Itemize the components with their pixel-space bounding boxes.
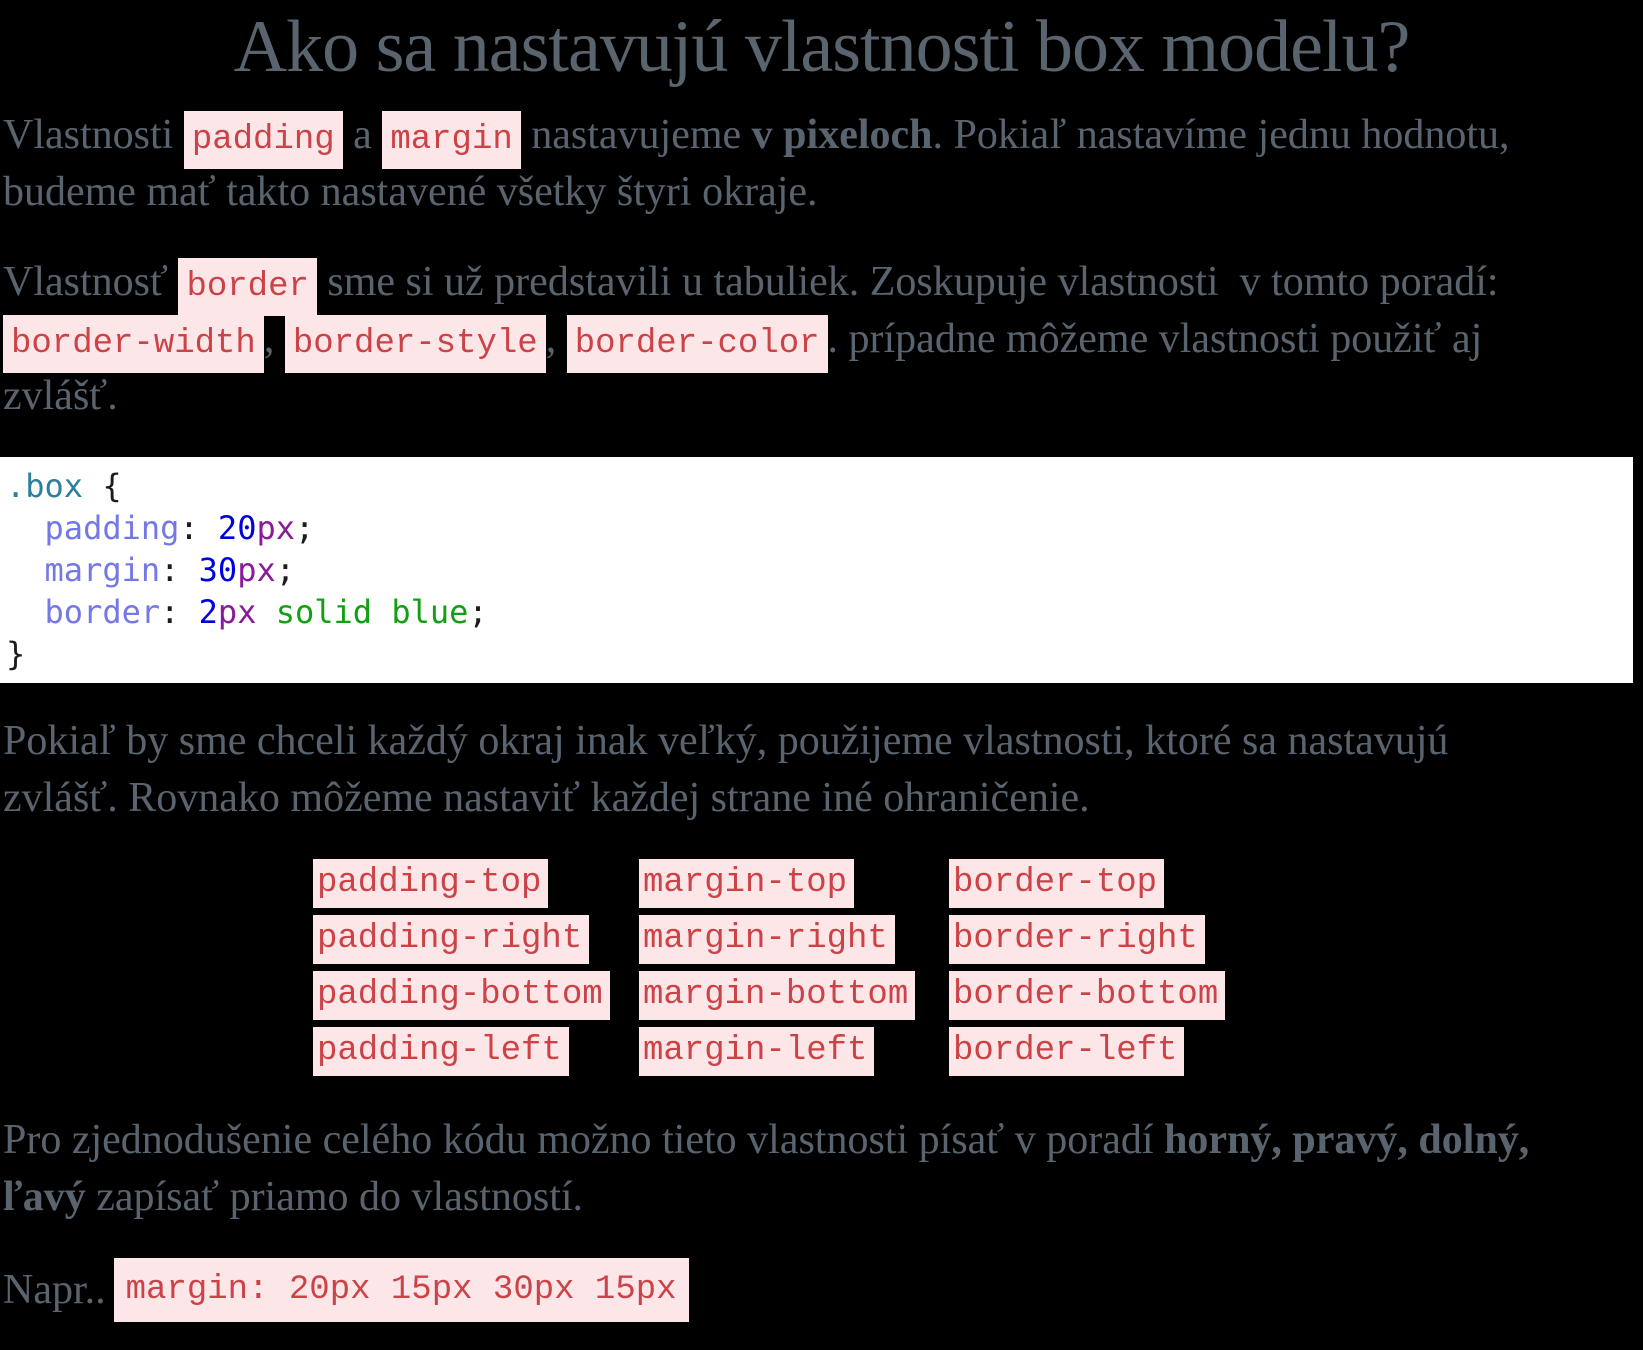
code-token-number: 30 — [198, 550, 238, 589]
property-chip-margin-top: margin-top — [639, 859, 854, 908]
code-token-value: blue — [391, 592, 469, 631]
example-code-chip: margin: 20px 15px 30px 15px — [114, 1258, 689, 1322]
inline-code-border-style: border-style — [285, 315, 546, 373]
paragraph-shorthand-order — [0, 1112, 1563, 1226]
code-line — [6, 507, 1633, 549]
code-token: ; — [294, 508, 315, 547]
property-chip-margin-left: margin-left — [639, 1027, 874, 1076]
paragraph-each-side — [0, 713, 1563, 827]
paragraph-intro-pixels — [0, 107, 1563, 221]
code-token-number: 20 — [217, 508, 257, 547]
property-chip-border-left: border-left — [949, 1027, 1184, 1076]
grid-cell — [639, 915, 895, 964]
code-token-property: border — [6, 592, 161, 631]
bold-text-order: horný, pravý, dolný, ľavý — [3, 1117, 1540, 1221]
example-row — [0, 1258, 1643, 1322]
text-run: Vlastnosť — [3, 258, 179, 305]
text-run: zapísať priamo do vlastností. — [85, 1174, 584, 1221]
text-run: a — [342, 112, 383, 159]
code-token-selector: .box — [6, 466, 84, 505]
code-token-unit: px — [217, 592, 257, 631]
code-token-property: margin — [6, 550, 161, 589]
code-token: } — [6, 634, 26, 673]
grid-cell — [949, 971, 1225, 1020]
code-token: : — [179, 508, 218, 547]
code-token: ; — [468, 592, 488, 631]
code-token: ; — [275, 550, 295, 589]
properties-grid — [313, 859, 1643, 1076]
code-line — [6, 591, 1633, 633]
text-run: Pokiaľ by sme chceli každý okraj inak veľký, použijeme vlastnosti, ktoré sa nastavujú zvlášť. Rovnako môžeme nastaviť každej strane iné ohraničenie. — [3, 717, 1459, 821]
code-token-property: padding — [6, 508, 180, 547]
code-token-number: 2 — [198, 592, 218, 631]
property-chip-border-top: border-top — [949, 859, 1164, 908]
inline-code-margin: margin — [382, 111, 520, 169]
property-chip-padding-bottom: padding-bottom — [313, 971, 610, 1020]
property-chip-padding-left: padding-left — [313, 1027, 569, 1076]
code-line — [6, 633, 1633, 675]
text-run: nastavujeme — [520, 112, 752, 159]
text-run: Vlastnosti — [3, 112, 184, 159]
text-run: sme si už predstavili u tabuliek. Zoskupuje vlastnosti v tomto poradí: — [316, 258, 1520, 305]
text-run: . prípadne môžeme vlastnosti použiť aj zvlášť. — [3, 315, 1493, 419]
inline-code-border-color: border-color — [567, 315, 828, 373]
grid-cell — [313, 1027, 569, 1076]
css-code-block — [0, 457, 1633, 683]
paragraph-border-intro — [0, 254, 1563, 425]
code-token-value: solid — [275, 592, 373, 631]
grid-cell — [639, 859, 854, 908]
inline-code-border: border — [178, 258, 316, 316]
text-run: Pro zjednodušenie celého kódu možno tieto vlastnosti písať v poradí — [3, 1117, 1165, 1164]
page-title: Ako sa nastavujú vlastnosti box modelu? — [233, 6, 1410, 88]
grid-cell — [949, 915, 1205, 964]
grid-cell — [639, 1027, 874, 1076]
code-token: : — [160, 550, 199, 589]
code-token — [256, 593, 275, 631]
bold-text-v-pixeloch: v pixeloch — [751, 112, 933, 159]
grid-cell — [313, 859, 548, 908]
property-chip-padding-top: padding-top — [313, 859, 548, 908]
code-token: { — [83, 466, 122, 505]
grid-cell — [949, 1027, 1184, 1076]
inline-code-border-width: border-width — [3, 315, 264, 373]
code-line — [6, 549, 1633, 591]
code-token-unit: px — [237, 550, 276, 589]
property-chip-border-right: border-right — [949, 915, 1205, 964]
text-run: . Pokiaľ nastavíme jednu hodnotu, budeme mať takto nastavené všetky štyri okraje. — [3, 112, 1521, 216]
code-line — [6, 465, 1633, 507]
text-run: , — [545, 315, 567, 362]
code-token: : — [160, 592, 199, 631]
inline-code-padding: padding — [184, 111, 343, 169]
property-chip-margin-right: margin-right — [639, 915, 895, 964]
property-chip-margin-bottom: margin-bottom — [639, 971, 915, 1020]
text-run: , — [263, 315, 285, 362]
code-token-unit: px — [256, 508, 295, 547]
code-token — [372, 593, 391, 631]
property-chip-padding-right: padding-right — [313, 915, 589, 964]
grid-cell — [639, 971, 915, 1020]
grid-cell — [313, 915, 589, 964]
grid-cell — [949, 859, 1164, 908]
example-label: Napr.. — [3, 1267, 106, 1314]
grid-cell — [313, 971, 610, 1020]
property-chip-border-bottom: border-bottom — [949, 971, 1225, 1020]
